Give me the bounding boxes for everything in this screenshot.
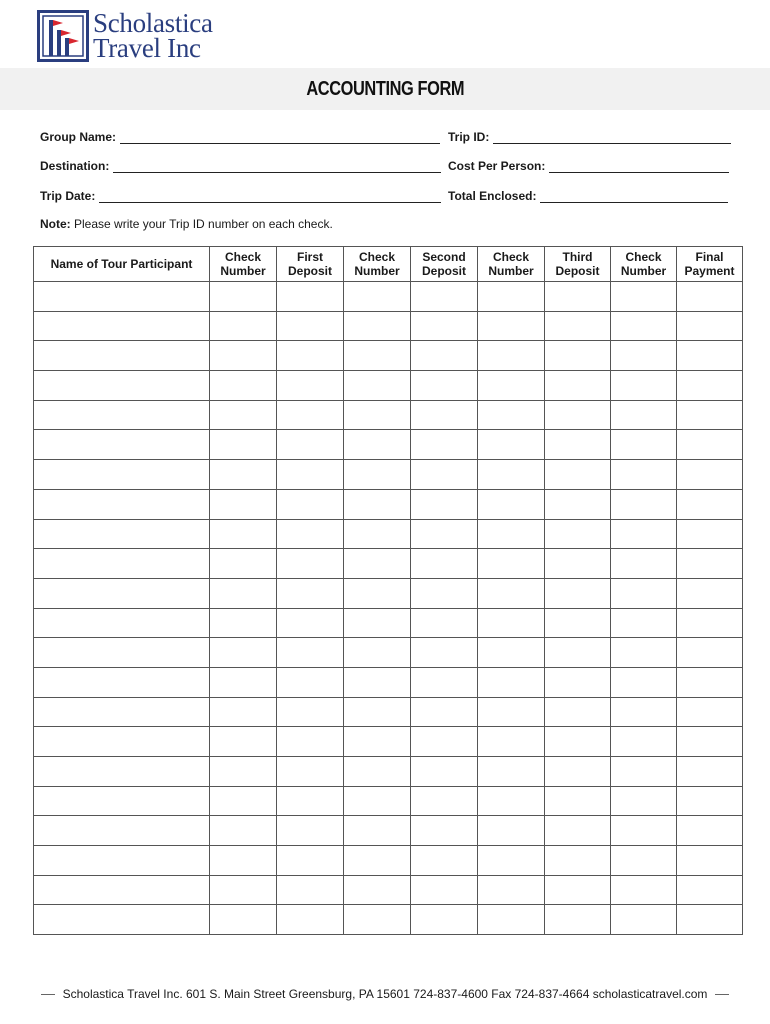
table-cell[interactable] — [344, 846, 411, 876]
table-cell[interactable] — [277, 786, 344, 816]
table-cell[interactable] — [478, 727, 545, 757]
table-cell[interactable] — [344, 430, 411, 460]
table-cell[interactable] — [677, 311, 743, 341]
table-cell[interactable] — [478, 519, 545, 549]
table-cell[interactable] — [545, 786, 611, 816]
table-row — [34, 816, 743, 846]
table-cell[interactable] — [545, 697, 611, 727]
table-cell[interactable] — [210, 578, 277, 608]
table-cell[interactable] — [411, 430, 478, 460]
table-cell[interactable] — [611, 371, 677, 401]
table-cell[interactable] — [478, 460, 545, 490]
column-header-text: Number — [620, 264, 667, 278]
trip-date-field[interactable] — [40, 187, 441, 203]
table-row — [34, 341, 743, 371]
field-row-group — [40, 128, 740, 148]
table-row — [34, 757, 743, 787]
table-cell[interactable] — [611, 757, 677, 787]
table-cell[interactable] — [411, 875, 478, 905]
table-cell[interactable] — [344, 371, 411, 401]
table-cell[interactable] — [277, 757, 344, 787]
company-logo — [37, 8, 213, 64]
table-cell[interactable] — [277, 282, 344, 312]
table-cell[interactable] — [210, 311, 277, 341]
table-cell[interactable] — [478, 430, 545, 460]
table-cell[interactable] — [34, 578, 210, 608]
table-cell[interactable] — [677, 816, 743, 846]
column-header-text: Check — [492, 250, 530, 264]
table-cell[interactable] — [677, 638, 743, 668]
table-cell[interactable] — [611, 578, 677, 608]
table-cell[interactable] — [411, 905, 478, 935]
table-cell[interactable] — [677, 430, 743, 460]
table-cell[interactable] — [34, 430, 210, 460]
table-cell[interactable] — [411, 638, 478, 668]
table-cell[interactable] — [277, 549, 344, 579]
table-row — [34, 786, 743, 816]
table-cell[interactable] — [545, 282, 611, 312]
table-cell[interactable] — [344, 311, 411, 341]
table-row — [34, 905, 743, 935]
table-cell[interactable] — [210, 727, 277, 757]
table-cell[interactable] — [34, 282, 210, 312]
table-cell[interactable] — [677, 905, 743, 935]
table-cell[interactable] — [344, 638, 411, 668]
table-row — [34, 371, 743, 401]
table-cell[interactable] — [344, 282, 411, 312]
column-header — [411, 247, 478, 282]
table-cell[interactable] — [545, 341, 611, 371]
table-cell[interactable] — [677, 608, 743, 638]
table-cell[interactable] — [545, 608, 611, 638]
column-header — [677, 247, 743, 282]
table-cell[interactable] — [344, 578, 411, 608]
table-cell[interactable] — [611, 667, 677, 697]
table-cell[interactable] — [677, 757, 743, 787]
table-cell[interactable] — [677, 341, 743, 371]
table-cell[interactable] — [277, 489, 344, 519]
table-cell[interactable] — [277, 519, 344, 549]
column-header-text: Second — [422, 250, 466, 264]
table-cell[interactable] — [611, 608, 677, 638]
table-cell[interactable] — [411, 608, 478, 638]
table-cell[interactable] — [478, 578, 545, 608]
table-cell[interactable] — [545, 846, 611, 876]
table-cell[interactable] — [545, 400, 611, 430]
table-row — [34, 667, 743, 697]
table-cell[interactable] — [277, 638, 344, 668]
table-cell[interactable] — [34, 489, 210, 519]
table-cell[interactable] — [478, 786, 545, 816]
table-cell[interactable] — [277, 460, 344, 490]
table-cell[interactable] — [478, 667, 545, 697]
column-header-text: Payment — [684, 264, 735, 278]
table-row — [34, 519, 743, 549]
logo-line-1: Scholastica — [93, 8, 213, 38]
table-cell[interactable] — [277, 341, 344, 371]
table-cell[interactable] — [34, 549, 210, 579]
table-cell[interactable] — [210, 430, 277, 460]
column-header — [34, 247, 210, 282]
table-cell[interactable] — [677, 846, 743, 876]
table-cell[interactable] — [210, 282, 277, 312]
table-cell[interactable] — [210, 519, 277, 549]
total-enclosed-field[interactable] — [448, 187, 728, 203]
table-cell[interactable] — [677, 875, 743, 905]
table-cell[interactable] — [545, 578, 611, 608]
table-cell[interactable] — [344, 727, 411, 757]
title-band — [0, 68, 770, 110]
group-name-label: Group Name: — [40, 130, 117, 144]
logo-line-2: Travel Inc — [93, 33, 201, 63]
table-cell[interactable] — [478, 697, 545, 727]
table-cell[interactable] — [210, 875, 277, 905]
table-cell[interactable] — [611, 638, 677, 668]
table-cell[interactable] — [545, 875, 611, 905]
table-cell[interactable] — [344, 816, 411, 846]
table-cell[interactable] — [210, 400, 277, 430]
table-cell[interactable] — [545, 311, 611, 341]
table-row — [34, 608, 743, 638]
table-body — [34, 282, 743, 935]
table-cell[interactable] — [210, 460, 277, 490]
column-header — [277, 247, 344, 282]
table-cell[interactable] — [210, 341, 277, 371]
table-row — [34, 638, 743, 668]
note-label: Note: — [40, 217, 71, 231]
table-cell[interactable] — [210, 638, 277, 668]
table-cell[interactable] — [611, 311, 677, 341]
table-cell[interactable] — [210, 905, 277, 935]
table-cell[interactable] — [677, 282, 743, 312]
table-cell[interactable] — [34, 311, 210, 341]
table-cell[interactable] — [277, 667, 344, 697]
trip-date-line[interactable] — [99, 190, 441, 203]
table-cell[interactable] — [34, 846, 210, 876]
table-cell[interactable] — [611, 846, 677, 876]
table-cell[interactable] — [411, 697, 478, 727]
table-cell[interactable] — [344, 489, 411, 519]
column-header — [210, 247, 277, 282]
table-row — [34, 489, 743, 519]
table-cell[interactable] — [210, 697, 277, 727]
table-cell[interactable] — [478, 489, 545, 519]
table-cell[interactable] — [677, 667, 743, 697]
table-cell[interactable] — [545, 727, 611, 757]
table-cell[interactable] — [344, 341, 411, 371]
footer-dash-right — [715, 994, 729, 995]
table-cell[interactable] — [545, 816, 611, 846]
table-cell[interactable] — [677, 578, 743, 608]
table-cell[interactable] — [344, 697, 411, 727]
table-cell[interactable] — [277, 608, 344, 638]
table-cell[interactable] — [210, 816, 277, 846]
table-cell[interactable] — [34, 816, 210, 846]
table-cell[interactable] — [545, 489, 611, 519]
table-row — [34, 311, 743, 341]
table-cell[interactable] — [545, 549, 611, 579]
table-cell[interactable] — [611, 549, 677, 579]
total-enclosed-line[interactable] — [540, 190, 728, 203]
column-header — [478, 247, 545, 282]
table-row — [34, 549, 743, 579]
table-cell[interactable] — [210, 846, 277, 876]
table-cell[interactable] — [411, 371, 478, 401]
table-cell[interactable] — [34, 697, 210, 727]
table-cell[interactable] — [277, 371, 344, 401]
table-cell[interactable] — [677, 519, 743, 549]
table-cell[interactable] — [344, 519, 411, 549]
table-cell[interactable] — [411, 757, 478, 787]
field-row-destination — [40, 157, 740, 177]
table-cell[interactable] — [210, 757, 277, 787]
column-header-text: Number — [220, 264, 266, 278]
flag-logo-icon — [37, 10, 89, 62]
table-cell[interactable] — [611, 341, 677, 371]
note-text: Please write your Trip ID number on each check. — [70, 217, 333, 231]
table-cell[interactable] — [344, 400, 411, 430]
logo-wordmark — [93, 8, 213, 63]
table-cell[interactable] — [277, 905, 344, 935]
table-cell[interactable] — [478, 371, 545, 401]
table-cell[interactable] — [677, 549, 743, 579]
table-cell[interactable] — [411, 549, 478, 579]
column-header-text: Number — [354, 264, 400, 278]
payment-table — [33, 246, 743, 935]
trip-id-field[interactable] — [448, 128, 731, 144]
table-cell[interactable] — [611, 727, 677, 757]
table-cell[interactable] — [478, 757, 545, 787]
table-cell[interactable] — [545, 430, 611, 460]
table-cell[interactable] — [277, 875, 344, 905]
table-row — [34, 875, 743, 905]
table-cell[interactable] — [210, 786, 277, 816]
table-cell[interactable] — [210, 371, 277, 401]
table-cell[interactable] — [478, 905, 545, 935]
table-cell[interactable] — [478, 846, 545, 876]
cost-per-person-label: Cost Per Person: — [448, 159, 546, 173]
table-cell[interactable] — [478, 549, 545, 579]
destination-field[interactable] — [40, 157, 441, 173]
table-cell[interactable] — [344, 757, 411, 787]
table-cell[interactable] — [478, 816, 545, 846]
cost-per-person-line[interactable] — [549, 160, 729, 173]
table-cell[interactable] — [344, 875, 411, 905]
table-cell[interactable] — [411, 578, 478, 608]
field-row-date — [40, 187, 740, 207]
table-cell[interactable] — [210, 667, 277, 697]
table-cell[interactable] — [34, 638, 210, 668]
table-cell[interactable] — [478, 341, 545, 371]
table-cell[interactable] — [611, 875, 677, 905]
table-cell[interactable] — [34, 341, 210, 371]
table-cell[interactable] — [277, 311, 344, 341]
table-cell[interactable] — [34, 786, 210, 816]
table-cell[interactable] — [344, 608, 411, 638]
table-cell[interactable] — [478, 400, 545, 430]
table-cell[interactable] — [411, 311, 478, 341]
table-cell[interactable] — [411, 489, 478, 519]
cost-per-person-field[interactable] — [448, 157, 729, 173]
table-cell[interactable] — [611, 697, 677, 727]
column-header-text: Number — [488, 264, 534, 278]
table-cell[interactable] — [344, 460, 411, 490]
table-row — [34, 400, 743, 430]
column-header-text: Check — [358, 250, 396, 264]
table-cell[interactable] — [677, 400, 743, 430]
table-cell[interactable] — [677, 371, 743, 401]
table-cell[interactable] — [611, 400, 677, 430]
table-cell[interactable] — [478, 608, 545, 638]
table-cell[interactable] — [34, 875, 210, 905]
table-cell[interactable] — [344, 549, 411, 579]
table-cell[interactable] — [545, 667, 611, 697]
table-cell[interactable] — [545, 519, 611, 549]
column-header-text: Third — [562, 250, 593, 264]
table-cell[interactable] — [411, 400, 478, 430]
table-row — [34, 282, 743, 312]
table-cell[interactable] — [677, 727, 743, 757]
table-cell[interactable] — [545, 757, 611, 787]
form-title: ACCOUNTING FORM — [306, 77, 464, 100]
table-row — [34, 460, 743, 490]
table-cell[interactable] — [210, 608, 277, 638]
table-cell[interactable] — [411, 786, 478, 816]
footer-dash-left — [41, 994, 55, 995]
table-cell[interactable] — [677, 786, 743, 816]
column-header — [611, 247, 677, 282]
column-header-text: Name of Tour Participant — [50, 257, 193, 271]
table-cell[interactable] — [611, 489, 677, 519]
table-row — [34, 578, 743, 608]
footer — [0, 984, 770, 1004]
table-cell[interactable] — [611, 905, 677, 935]
table-cell[interactable] — [411, 460, 478, 490]
table-cell[interactable] — [478, 638, 545, 668]
table-cell[interactable] — [611, 430, 677, 460]
table-cell[interactable] — [344, 667, 411, 697]
table-cell[interactable] — [611, 816, 677, 846]
table-cell[interactable] — [478, 875, 545, 905]
column-header-text: Check — [224, 250, 262, 264]
footer-text: Scholastica Travel Inc. 601 S. Main Street Greensburg, PA 15601 724-837-4600 Fax 724-837-4664 scholasticatravel.com — [62, 987, 708, 1001]
table-cell[interactable] — [411, 341, 478, 371]
group-name-field[interactable] — [40, 128, 440, 144]
table-row — [34, 846, 743, 876]
table-cell[interactable] — [34, 460, 210, 490]
column-header-text: Deposit — [555, 264, 600, 278]
destination-line[interactable] — [113, 160, 441, 173]
table-cell[interactable] — [611, 282, 677, 312]
table-cell[interactable] — [344, 905, 411, 935]
column-header-text: Final — [695, 250, 724, 264]
table-cell[interactable] — [611, 786, 677, 816]
table-cell[interactable] — [277, 697, 344, 727]
total-enclosed-label: Total Enclosed: — [448, 189, 537, 203]
table-cell[interactable] — [545, 905, 611, 935]
table-row — [34, 697, 743, 727]
table-cell[interactable] — [677, 697, 743, 727]
table-cell[interactable] — [677, 489, 743, 519]
table-cell[interactable] — [210, 489, 277, 519]
table-cell[interactable] — [277, 727, 344, 757]
table-cell[interactable] — [478, 311, 545, 341]
table-cell[interactable] — [545, 460, 611, 490]
table-cell[interactable] — [344, 786, 411, 816]
table-row — [34, 430, 743, 460]
table-cell[interactable] — [411, 816, 478, 846]
table-cell[interactable] — [277, 400, 344, 430]
column-header-text: Deposit — [287, 264, 332, 278]
trip-id-line[interactable] — [493, 131, 731, 144]
table-cell[interactable] — [411, 282, 478, 312]
table-cell[interactable] — [34, 608, 210, 638]
table-cell[interactable] — [210, 549, 277, 579]
table-cell[interactable] — [34, 400, 210, 430]
table-cell[interactable] — [34, 757, 210, 787]
table-cell[interactable] — [677, 460, 743, 490]
column-header — [545, 247, 611, 282]
table-cell[interactable] — [34, 519, 210, 549]
table-cell[interactable] — [611, 460, 677, 490]
table-cell[interactable] — [411, 667, 478, 697]
column-header-text: Deposit — [421, 264, 466, 278]
trip-date-label: Trip Date: — [40, 189, 96, 203]
column-header — [344, 247, 411, 282]
table-cell[interactable] — [277, 430, 344, 460]
table-cell[interactable] — [277, 816, 344, 846]
table-cell[interactable] — [545, 638, 611, 668]
destination-label: Destination: — [40, 159, 110, 173]
table-cell[interactable] — [478, 282, 545, 312]
table-cell[interactable] — [34, 905, 210, 935]
table-cell[interactable] — [277, 846, 344, 876]
group-name-line[interactable] — [120, 131, 440, 144]
table-row — [34, 727, 743, 757]
table-cell[interactable] — [545, 371, 611, 401]
trip-id-label: Trip ID: — [448, 130, 490, 144]
note — [40, 217, 333, 231]
column-header-text: Check — [625, 250, 662, 264]
table-cell[interactable] — [411, 727, 478, 757]
table-cell[interactable] — [611, 519, 677, 549]
table-cell[interactable] — [34, 727, 210, 757]
table-cell[interactable] — [34, 371, 210, 401]
table-cell[interactable] — [277, 578, 344, 608]
table-cell[interactable] — [411, 846, 478, 876]
table-header-row — [34, 247, 743, 282]
table-cell[interactable] — [34, 667, 210, 697]
table-cell[interactable] — [411, 519, 478, 549]
column-header-text: First — [296, 250, 323, 264]
